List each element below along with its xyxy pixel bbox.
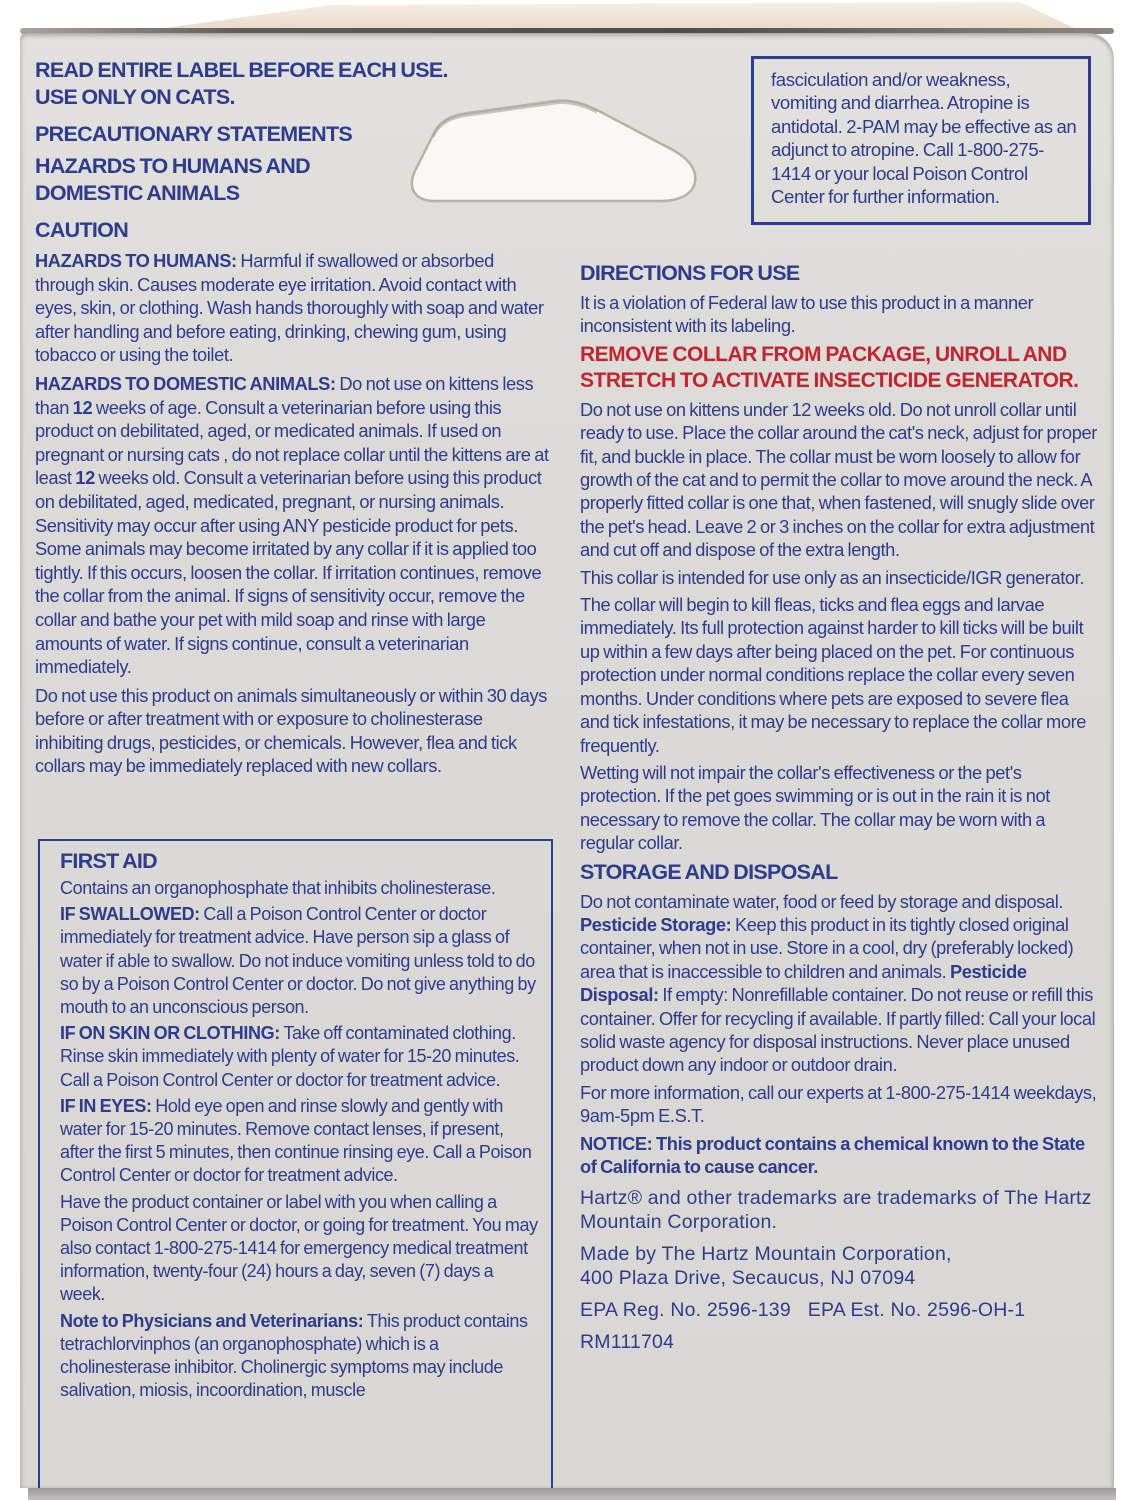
text-run: Pesticide Storage:: [580, 913, 735, 935]
paragraph: [580, 566, 1098, 589]
paragraph: [580, 761, 1098, 855]
paragraph: [580, 1081, 1098, 1128]
text-run: If empty: Nonrefillable container. Do not reuse or refill this container. Offer for recycling if available. If partly filled: Call your local solid waste agency for disposal instructions. Never place unused product down any indoor or outdoor drain.: [580, 984, 1096, 1076]
text-run: It is a violation of Federal law to use this product in a manner inconsistent with its labeling.: [580, 292, 1034, 337]
paragraph: [580, 1331, 1098, 1354]
text-run: Hold eye open and rinse slowly and gently with water for 15-20 minutes. Remove contact lenses, if present, after the first 5 minutes, then continue rinsing eye. Call a Poison Control Center or doctor for treatment advice.: [60, 1095, 532, 1186]
paragraph: [771, 68, 1078, 208]
text-run: Have the product container or label with you when calling a Poison Control Center or doctor, or going for treatment. You may also contact 1-800-275-1414 for emergency medical treatment information, twenty-four (24) hours a day, seven (7) days a week.: [60, 1191, 538, 1305]
paragraph: [60, 1191, 539, 1307]
text-run: Do not contaminate water, food or feed by storage and disposal.: [580, 890, 1064, 912]
paragraph: [35, 249, 554, 367]
section-heading: [35, 153, 554, 207]
section-heading: [580, 859, 1098, 886]
text-run: DIRECTIONS FOR USE: [580, 261, 800, 285]
section-heading: [580, 260, 1098, 287]
text-run: Hartz® and other trademarks are trademarks of The Hartz Mountain Corporation.: [580, 1187, 1092, 1233]
text-run: Keep this product in its tightly closed original container, when not in use. Store in a cool, dry (preferably locked) area that is inaccessible to children and animals.: [580, 913, 1074, 982]
text-run: FIRST AID: [60, 849, 158, 873]
text-run: Wetting will not impair the collar's effectiveness or the pet's protection. If the pet goes swimming or is out in the rain it is not necessary to remove the collar. The collar may be worn with a regular collar.: [580, 761, 1050, 854]
text-run: RM111704: [580, 1331, 675, 1354]
paragraph: [580, 593, 1098, 757]
paragraph: [60, 903, 539, 1019]
text-run: Do not use on kittens less than: [35, 372, 534, 418]
text-run: PRECAUTIONARY STATEMENTS: [35, 122, 353, 146]
warning-heading: [580, 342, 1098, 394]
package-back-panel: [20, 33, 1114, 1488]
paragraph: [580, 291, 1098, 338]
paragraph: [60, 1022, 539, 1092]
section-heading: [35, 217, 554, 244]
text-run: fasciculation and/or weakness, vomiting and diarrhea. Atropine is antidotal. 2-PAM may be effective as an adjunct to atropine. Call 1-800-275-1414 or your local Poison Control Center for further information.: [771, 69, 1077, 208]
section-heading: [60, 848, 539, 875]
text-run: This product contains tetrachlorvinphos (an organophosphate) which is a cholinesterase inhibitor. Cholinergic symptoms may include salivation, miosis, incoordination, muscle: [60, 1310, 528, 1401]
text-run: HAZARDS TO HUMANS AND DOMESTIC ANIMALS: [35, 154, 310, 205]
text-run: CAUTION: [35, 218, 129, 242]
text-run: IF IN EYES:: [60, 1095, 156, 1116]
text-run: Note to Physicians and Veterinarians:: [60, 1310, 367, 1331]
text-run: 12: [75, 467, 95, 489]
paragraph: [580, 1243, 1098, 1290]
paragraph: [580, 1187, 1098, 1234]
text-run: NOTICE: This product contains a chemical known to the State of California to cause cancer.: [580, 1132, 1085, 1177]
text-run: Made by The Hartz Mountain Corporation, 400 Plaza Drive, Secaucus, NJ 07094: [580, 1243, 952, 1289]
text-run: STORAGE AND DISPOSAL: [580, 859, 838, 884]
paragraph: [35, 372, 554, 679]
text-run: READ ENTIRE LABEL BEFORE EACH USE. USE ONLY ON CATS.: [35, 58, 448, 109]
text-run: Do not use this product on animals simultaneously or within 30 days before or after treatment with or exposure to cholinesterase inhibiting drugs, pesticides, or chemicals. However, flea and tick collars may be immediately replaced with new collars.: [35, 684, 547, 777]
paragraph: [580, 890, 1098, 1077]
package-bottom-edge-shadow: [28, 1488, 1116, 1500]
text-run: Pesticide Disposal:: [580, 960, 1027, 1006]
paragraph: [35, 684, 554, 778]
text-run: HAZARDS TO DOMESTIC ANIMALS:: [35, 372, 340, 394]
paragraph: [60, 1310, 539, 1403]
paragraph: [580, 1299, 1098, 1322]
paragraph: [60, 1095, 539, 1188]
text-run: Do not use on kittens under 12 weeks old. Do not unroll collar until ready to use. Place the collar around the cat's neck, adjust for proper fit, and buckle in place. The collar must be worn loosely to allow for growth of the cat and to permit the collar to move around the neck. A properly fitted collar is one that, when fastened, will snugly slide over the pet's head. Leave 2 or 3 inches on the collar for extra adjustment and cut off and dispose of the extra length.: [580, 398, 1097, 561]
text-run: This collar is intended for use only as an insecticide/IGR generator.: [580, 566, 1085, 588]
text-run: Harmful if swallowed or absorbed through skin. Causes moderate eye irritation. Avoid contact with eyes, skin, or clothing. Wash hands thoroughly with soap and water after handling and before eating, drinking, chewing gum, using tobacco or using the toilet.: [35, 250, 544, 366]
text-run: IF SWALLOWED:: [60, 904, 204, 925]
text-run: weeks old. Consult a veterinarian before using this product on debilitated, aged, medicated, pregnant, or nursing animals. Sensitivity may occur after using ANY pesticide product for pets. Some animals may become irritated by any collar if it is applied too tightly. If this occurs, loosen the collar. If irritation continues, remove the collar from the animal. If signs of sensitivity occur, remove the collar and bathe your pet with mild soap and rinse with large amounts of water. If signs continue, consult a veterinarian immediately.: [35, 467, 542, 678]
text-run: REMOVE COLLAR FROM PACKAGE, UNROLL AND STRETCH TO ACTIVATE INSECTICIDE GENERATOR.: [580, 342, 1079, 392]
text-run: IF ON SKIN OR CLOTHING:: [60, 1023, 284, 1044]
right-column: [580, 260, 1098, 1359]
text-run: Call a Poison Control Center or doctor immediately for treatment advice. Have person sip a glass of water if able to swallow. Do not induce vomiting unless told to do so by a Poison Control Center or doctor. Do not give anything by mouth to an unconscious person.: [60, 904, 536, 1018]
section-heading: [35, 121, 554, 148]
first-aid-box: [38, 839, 553, 1492]
left-column: [35, 57, 554, 783]
paragraph: [580, 398, 1098, 562]
text-run: The collar will begin to kill fleas, ticks and flea eggs and larvae immediately. Its full protection against harder to kill ticks will be built up within a few days after being placed on the pet. For continuous protection under normal conditions replace the collar every seven months. Under conditions where pets are exposed to severe flea and tick infestations, it may be necessary to replace the collar more frequently.: [580, 594, 1087, 756]
text-run: Contains an organophosphate that inhibits cholinesterase.: [60, 878, 496, 898]
text-run: For more information, call our experts at 1-800-275-1414 weekdays, 9am-5pm E.S.T.: [580, 1081, 1097, 1127]
section-heading: [35, 57, 554, 111]
text-run: EPA Reg. No. 2596-139 EPA Est. No. 2596-OH-1: [580, 1299, 1026, 1322]
paragraph: [60, 877, 539, 900]
text-run: weeks of age. Consult a veterinarian before using this product on debilitated, aged, or medicated animals. If used on pregnant or nursing cats , do not replace collar until the kittens are at least: [35, 396, 549, 489]
text-run: 12: [72, 396, 93, 418]
text-run: Take off contaminated clothing. Rinse skin immediately with plenty of water for 15-20 minutes. Call a Poison Control Center or doctor for treatment advice.: [60, 1023, 520, 1090]
paragraph: [580, 1132, 1098, 1179]
physician-note-continuation-box: [751, 56, 1091, 225]
text-run: HAZARDS TO HUMANS:: [35, 250, 241, 271]
